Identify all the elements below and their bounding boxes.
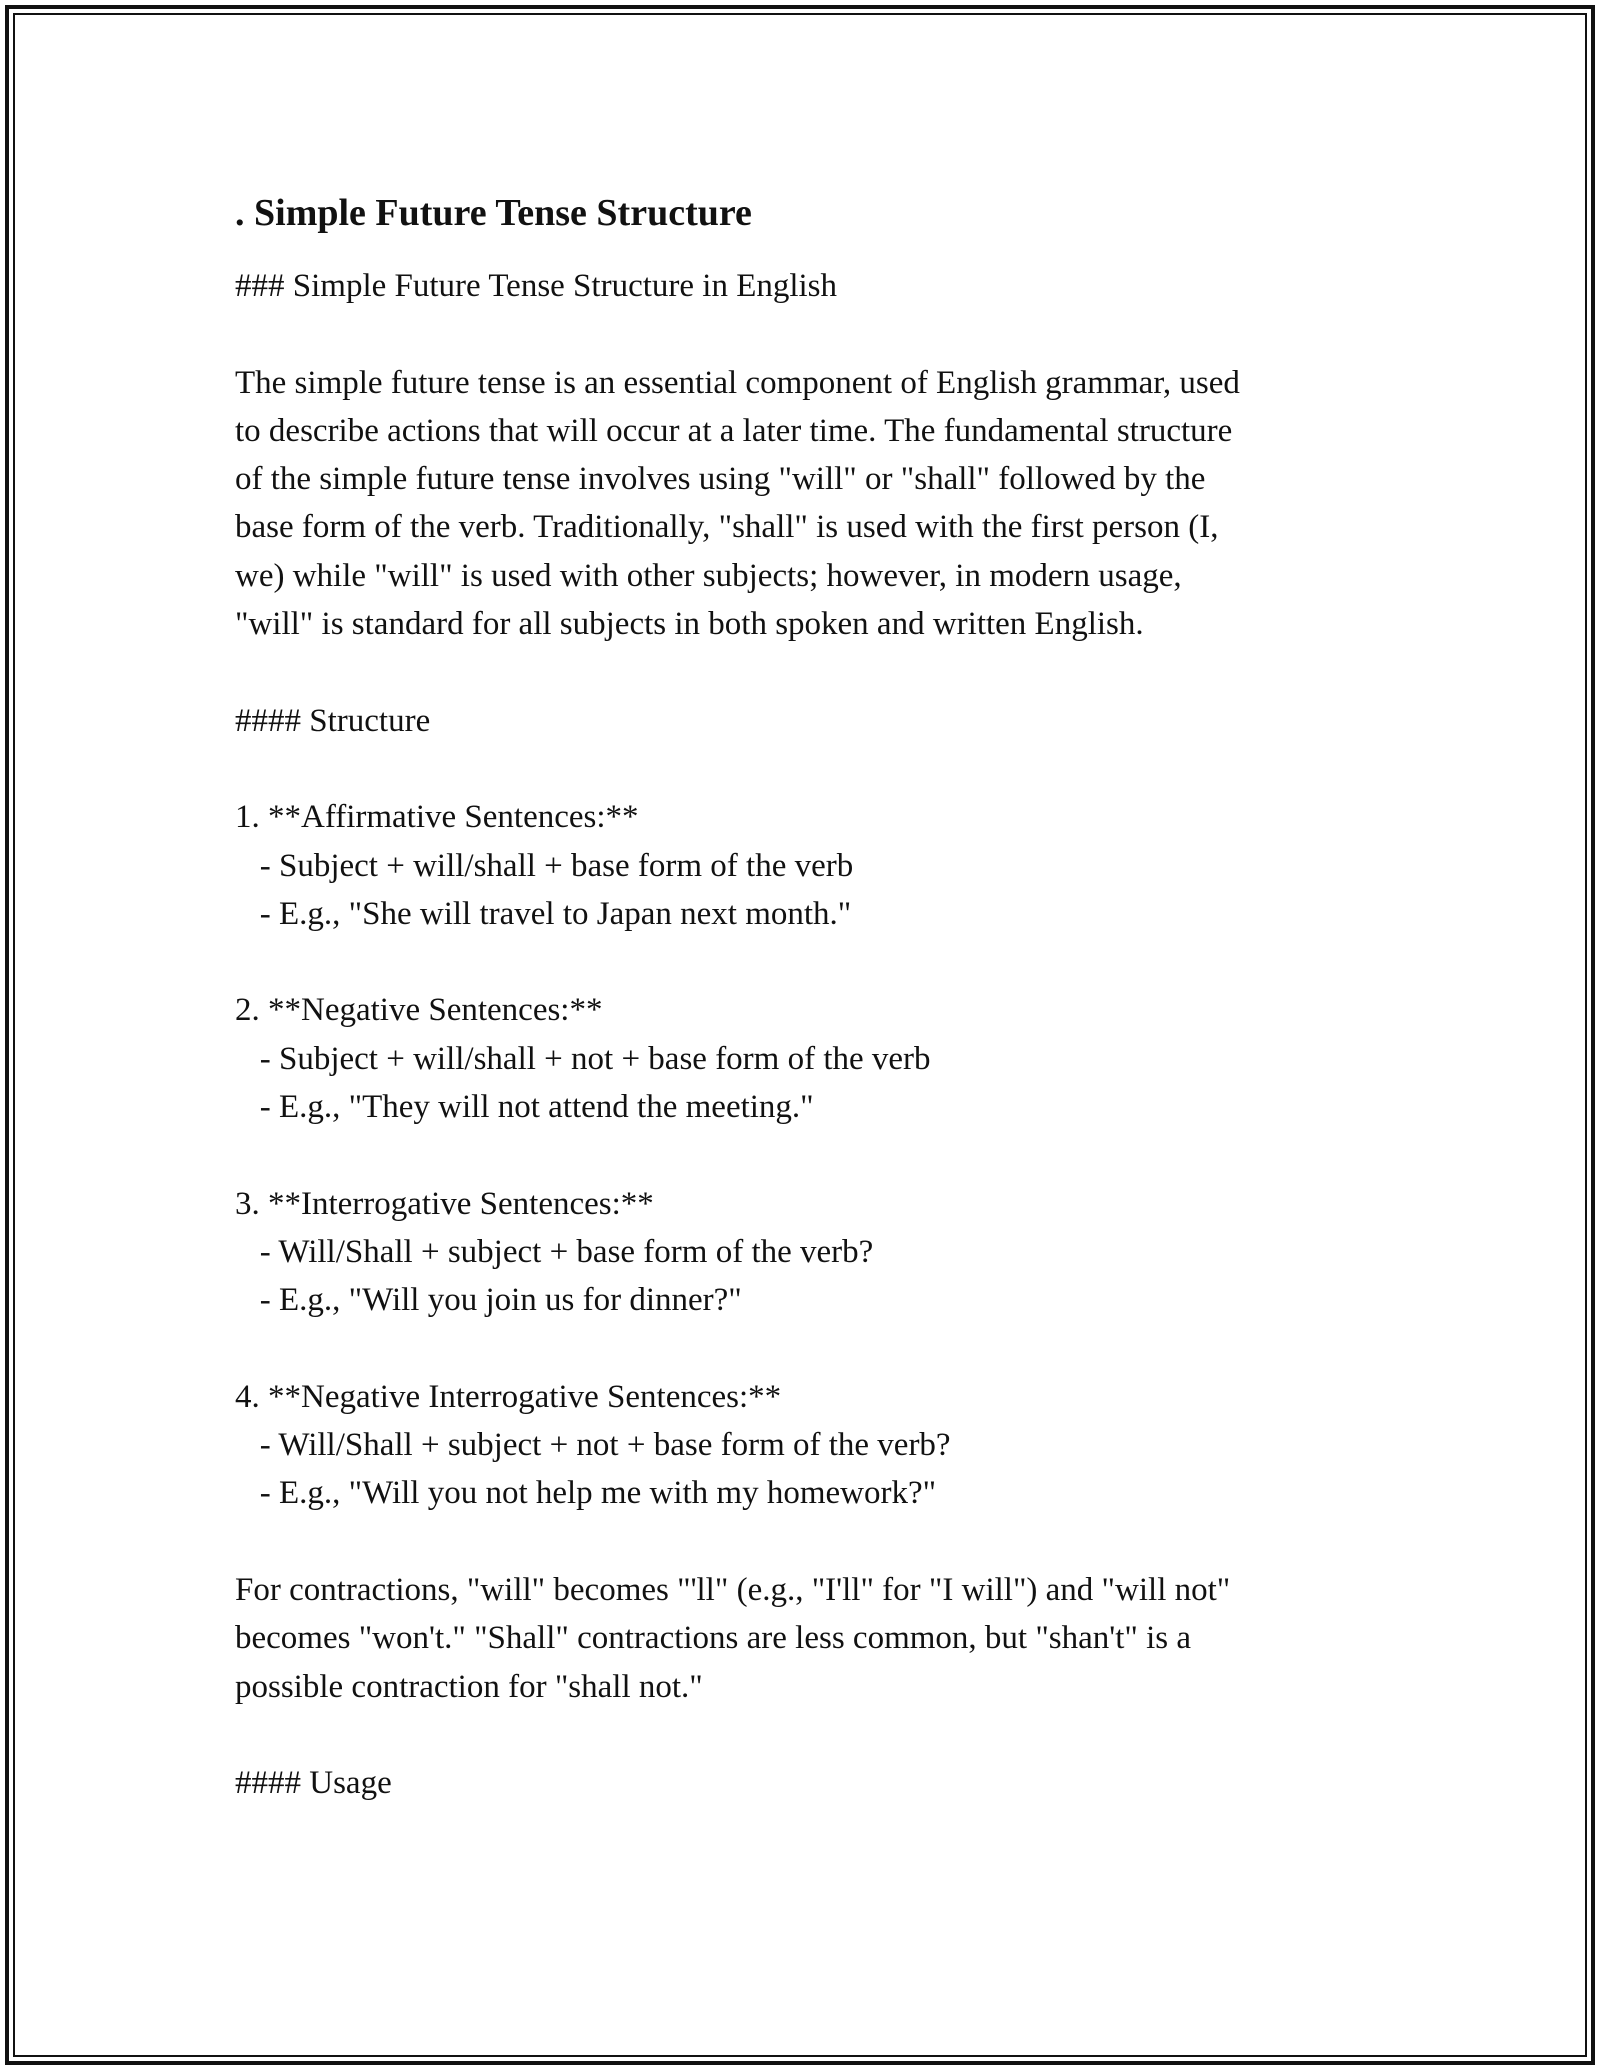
paragraph-line: base form of the verb. Traditionally, "shall" is used with the first person (I, — [235, 509, 1219, 546]
spacer — [235, 310, 1375, 358]
spacer — [235, 648, 1375, 696]
paragraph-line: to describe actions that will occur at a later time. The fundamental structure — [235, 412, 1233, 449]
spacer — [235, 1325, 1375, 1373]
paragraph-line: For contractions, "will" becomes "'ll" (e.g., "I'll" for "I will") and "will not" — [235, 1572, 1231, 1609]
spacer — [235, 745, 1375, 793]
list-item-label: 1. **Affirmative Sentences:** — [235, 799, 639, 836]
list-item — [235, 1373, 1375, 1518]
paragraph-line: "will" is standard for all subjects in both spoken and written English. — [235, 606, 1144, 643]
list-item — [235, 986, 1375, 1131]
section-heading: ### Simple Future Tense Structure in English — [235, 268, 838, 304]
paragraph-line: The simple future tense is an essential component of English grammar, used — [235, 364, 1240, 401]
spacer — [235, 1711, 1375, 1759]
list-item-label: 4. **Negative Interrogative Sentences:** — [235, 1378, 782, 1415]
paragraph-line: possible contraction for "shall not." — [235, 1668, 703, 1705]
list-item-example: - E.g., "She will travel to Japan next month." — [235, 895, 852, 932]
document-title: . Simple Future Tense Structure — [235, 192, 752, 234]
paragraph-line: becomes "won't." "Shall" contractions are less common, but "shan't" is a — [235, 1620, 1192, 1657]
list-item — [235, 793, 1375, 938]
usage-heading: #### Usage — [235, 1765, 392, 1802]
list-item-rule: - Subject + will/shall + base form of the verb — [235, 847, 854, 884]
list-item-label: 3. **Interrogative Sentences:** — [235, 1185, 654, 1222]
intro-paragraph — [235, 359, 1375, 649]
list-item — [235, 1180, 1375, 1325]
list-item-example: - E.g., "Will you not help me with my homework?" — [235, 1475, 937, 1512]
list-item-example: - E.g., "They will not attend the meeting." — [235, 1089, 814, 1126]
document-body — [235, 182, 1375, 1808]
list-item-example: - E.g., "Will you join us for dinner?" — [235, 1282, 742, 1319]
spacer — [235, 1131, 1375, 1179]
paragraph-line: of the simple future tense involves using "will" or "shall" followed by the — [235, 461, 1206, 498]
paragraph-line: we) while "will" is used with other subjects; however, in modern usage, — [235, 557, 1182, 594]
spacer — [235, 938, 1375, 986]
list-item-label: 2. **Negative Sentences:** — [235, 992, 603, 1029]
spacer — [235, 1518, 1375, 1566]
list-item-rule: - Will/Shall + subject + base form of the verb? — [235, 1233, 874, 1270]
contractions-paragraph — [235, 1566, 1375, 1711]
list-item-rule: - Will/Shall + subject + not + base form of the verb? — [235, 1427, 951, 1464]
structure-heading: #### Structure — [235, 702, 431, 739]
list-item-rule: - Subject + will/shall + not + base form of the verb — [235, 1040, 931, 1077]
